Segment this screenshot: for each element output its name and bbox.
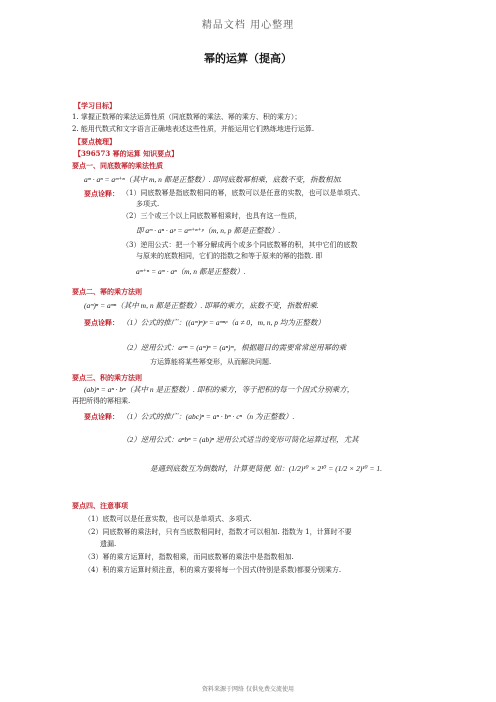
note-text: （2）三个或三个以上同底数幂相乘时，也具有这一性质， [122, 212, 302, 220]
formula-line: （2）逆用公式：aⁿbⁿ = (ab)ⁿ 逆用公式适当的变形可简化运算过程，尤其 [122, 435, 359, 444]
list-item: （1）底数可以是任意实数，也可以是单项式、多项式. [84, 515, 252, 523]
formula-line: （1）公式的推广：(abc)ⁿ = aⁿ · bⁿ · cⁿ（n 为正整数）. [122, 412, 295, 421]
note-text: 与原来的底数相同，它们的指数之和等于原来的幂的指数. 即 [136, 252, 323, 260]
formula-line: aᵐ⁺ⁿ = aᵐ · aⁿ（m, n 都是正整数）. [136, 267, 246, 276]
list-item: （2）同底数幂的乘法时，只有当底数相同时，指数才可以相加. 指数为 1，计算时不要 [84, 528, 352, 536]
list-item: （4）积的乘方运算时须注意，积的乘方要将每一个因式(特别是系数)都要分别乘方. [84, 566, 342, 574]
list-item: 遗漏. [100, 540, 117, 548]
page-title: 幂的运算（提高） [204, 52, 292, 65]
page-footer: 资料来源于网络 仅供免费交流使用 [202, 686, 294, 693]
list-item: （3）幂的乘方运算时，指数相乘，而同底数幂的乘法中是指数相加. [84, 553, 294, 561]
point-heading: 要点二、幂的乘方法则 [72, 287, 142, 296]
summary-tag: 【396573 幂的运算 知识要点】 [74, 149, 179, 158]
note-text: 方运算能将某些幂变形，从而解决问题. [150, 358, 272, 366]
note-label: 要点诠释： [84, 189, 119, 198]
objective-item: 1. 掌握正数幂的乘法运算性质（同底数幂的乘法、幂的乘方、积的乘方）； [72, 113, 302, 121]
note-label: 要点诠释： [84, 318, 119, 327]
note-text: 多项式. [136, 200, 160, 208]
objective-item: 2. 能用代数式和文字语言正确地表述这些性质，并能运用它们熟练地进行运算. [72, 125, 315, 133]
formula-line: (aᵐ)ⁿ = aᵐⁿ（其中 m, n 都是正整数）. 即幂的乘方，底数不变，指数相乘. [84, 301, 319, 310]
note-text: （1）同底数幂是指底数相同的幂，底数可以是任意的实数，也可以是单项式、 [122, 189, 365, 197]
summary-heading: 【要点梳理】 [74, 137, 116, 146]
formula-line: （2）逆用公式：aᵐⁿ = (aᵐ)ⁿ = (aⁿ)ᵐ，根据题目的需要常常逆用幂的乘 [122, 343, 347, 352]
formula-line: aᵐ · aⁿ = aᵐ⁺ⁿ（其中 m, n 都是正整数）. 即同底数幂相乘，底数不变，指数相加. [84, 175, 342, 184]
objectives-heading: 【学习目标】 [74, 101, 116, 110]
formula-line: 是遇到底数互为倒数时，计算更简便. 如：(1/2)¹⁰ × 2¹⁰ = (1/2 × 2)¹⁰ = 1. [150, 464, 383, 473]
note-text: 再把所得的幂相乘. [72, 397, 131, 405]
point-heading: 要点一、同底数幂的乘法性质 [72, 161, 163, 170]
formula-line: (ab)ⁿ = aⁿ · bⁿ（其中 n 是正整数）. 即积的乘方，等于把积的每一个因式分别乘方， [84, 385, 355, 394]
note-label: 要点诠释： [84, 412, 119, 421]
page-header: 精品文档 用心整理 [201, 20, 295, 31]
formula-line: （1）公式的推广：((aᵐ)ⁿ)ᵖ = aᵐⁿᵖ（a ≠ 0，m, n, p 均为正整数） [122, 318, 325, 327]
document-body [74, 0, 430, 702]
formula-line: 即 aᵐ · aⁿ · aᵖ = aᵐ⁺ⁿ⁺ᵖ（m, n, p 都是正整数）. [136, 226, 281, 235]
point-heading: 要点四、注意事项 [72, 501, 128, 510]
point-heading: 要点三、积的乘方法则 [72, 373, 142, 382]
note-text: （3）逆用公式：把一个幂分解成两个或多个同底数幂的积，其中它们的底数 [122, 241, 358, 249]
